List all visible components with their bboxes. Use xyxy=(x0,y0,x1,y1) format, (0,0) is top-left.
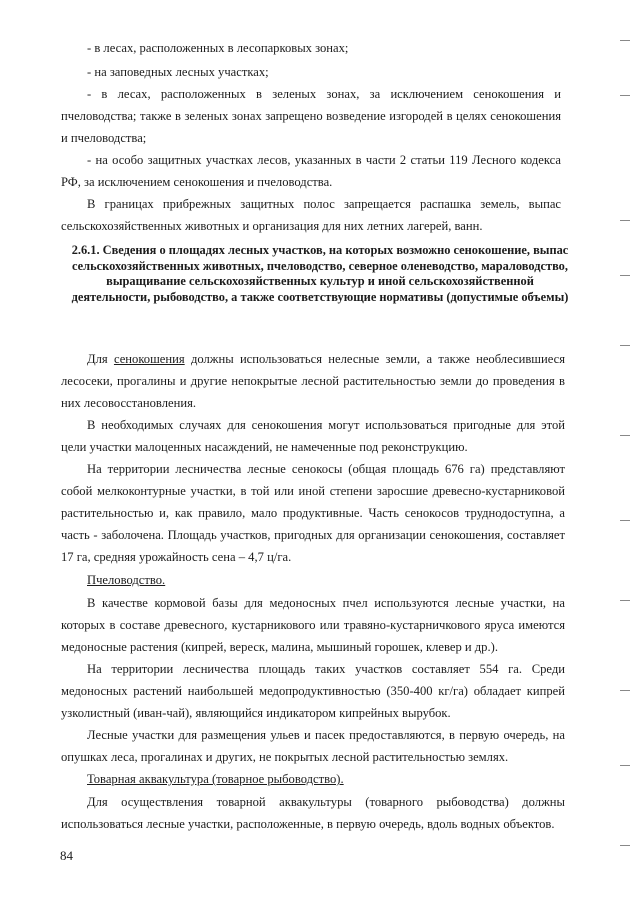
bullet-item: - в лесах, расположенных в зеленых зонах, за исключением сенокошения и пчеловодства; также в зеленых зонах запрещено возведение изгородей в целях сенокошения и пчеловодства; xyxy=(61,87,561,145)
bullet-item: - в лесах, расположенных в лесопарковых зонах; xyxy=(87,41,349,55)
scan-edge-mark xyxy=(620,765,630,766)
scan-edge-mark xyxy=(620,435,630,436)
scan-edge-mark xyxy=(620,520,630,521)
scan-edge-mark xyxy=(620,275,630,276)
haymaking-paragraph xyxy=(61,348,565,414)
bullet-item: - на заповедных лесных участках; xyxy=(87,65,269,79)
scan-edge-mark xyxy=(620,600,630,601)
haymaking-paragraph: На территории лесничества лесные сенокосы (общая площадь 676 га) представляют собой мелкоконтурные участки, в той или иной степени заросшие древесно-кустарниковой растительностью и, как правило, мало продуктивные. Часть сенокосов труднодоступна, а часть - заболочена. Площадь участков, пригодных для организации сенокошения, составляет 17 га, средняя урожайность сена – 4,7 ц/га. xyxy=(61,462,565,564)
beekeeping-paragraph: Лесные участки для размещения ульев и пасек предоставляются, в первую очередь, на опушках леса, прогалинах и других, не покрытых лесной растительностью землях. xyxy=(61,728,565,764)
section-heading: 2.6.1. Сведения о площадях лесных участков, на которых возможно сенокошение, выпас сельскохозяйственных животных, пчеловодство, северное оленеводство, мараловодство, выращивание сельскохозяйственных культур и иной сельскохозяйственной деятельности, рыбоводство, а также соответствующие нормативы (допустимые объемы) xyxy=(71,243,569,304)
aquaculture-paragraph: Для осуществления товарной аквакультуры (товарного рыбоводства) должны использоваться лесные участки, расположенные, в первую очередь, вдоль водных объектов. xyxy=(61,795,565,831)
scan-edge-mark xyxy=(620,845,630,846)
haymaking-paragraph: В необходимых случаях для сенокошения могут использоваться пригодные для этой цели участки малоценных насаждений, не намеченные под реконструкцию. xyxy=(61,418,565,454)
haymaking-text: должны использоваться нелесные земли, а также необлесившиеся лесосеки, прогалины и другие непокрытые лесной растительностью земли до проведения в них лесовосстановления. xyxy=(61,352,565,410)
buffer-zone-paragraph: В границах прибрежных защитных полос запрещается распашка земель, выпас сельскохозяйственных животных и организация для них летних лагерей, ванн. xyxy=(61,197,561,233)
haymaking-term: сенокошения xyxy=(113,352,185,366)
beekeeping-title: Пчеловодство. xyxy=(87,573,166,587)
scan-edge-mark xyxy=(620,345,630,346)
aquaculture-title: Товарная аквакультура (товарное рыбоводство). xyxy=(87,772,344,786)
scan-edge-mark xyxy=(620,220,630,221)
scan-edge-mark xyxy=(620,40,630,41)
bullet-item: - на особо защитных участках лесов, указанных в части 2 статьи 119 Лесного кодекса РФ, за исключением сенокошения и пчеловодства. xyxy=(61,153,561,189)
page-number: 84 xyxy=(60,848,73,863)
scan-edge-mark xyxy=(620,95,630,96)
scan-edge-mark xyxy=(620,690,630,691)
haymaking-prefix: Для xyxy=(87,352,114,366)
beekeeping-paragraph: На территории лесничества площадь таких участков составляет 554 га. Среди медоносных растений наибольшей медопродуктивностью (350-400 кг/га) обладает кипрей узколистный (иван-чай), являющийся индикатором кипрейных вырубок. xyxy=(61,662,565,720)
beekeeping-paragraph: В качестве кормовой базы для медоносных пчел используются лесные участки, на которых в составе древесного, кустарникового или травяно-кустарничкового яруса имеются медоносные растения (кипрей, вереск, малина, мышиный горошек, клевер и др.). xyxy=(61,596,565,654)
